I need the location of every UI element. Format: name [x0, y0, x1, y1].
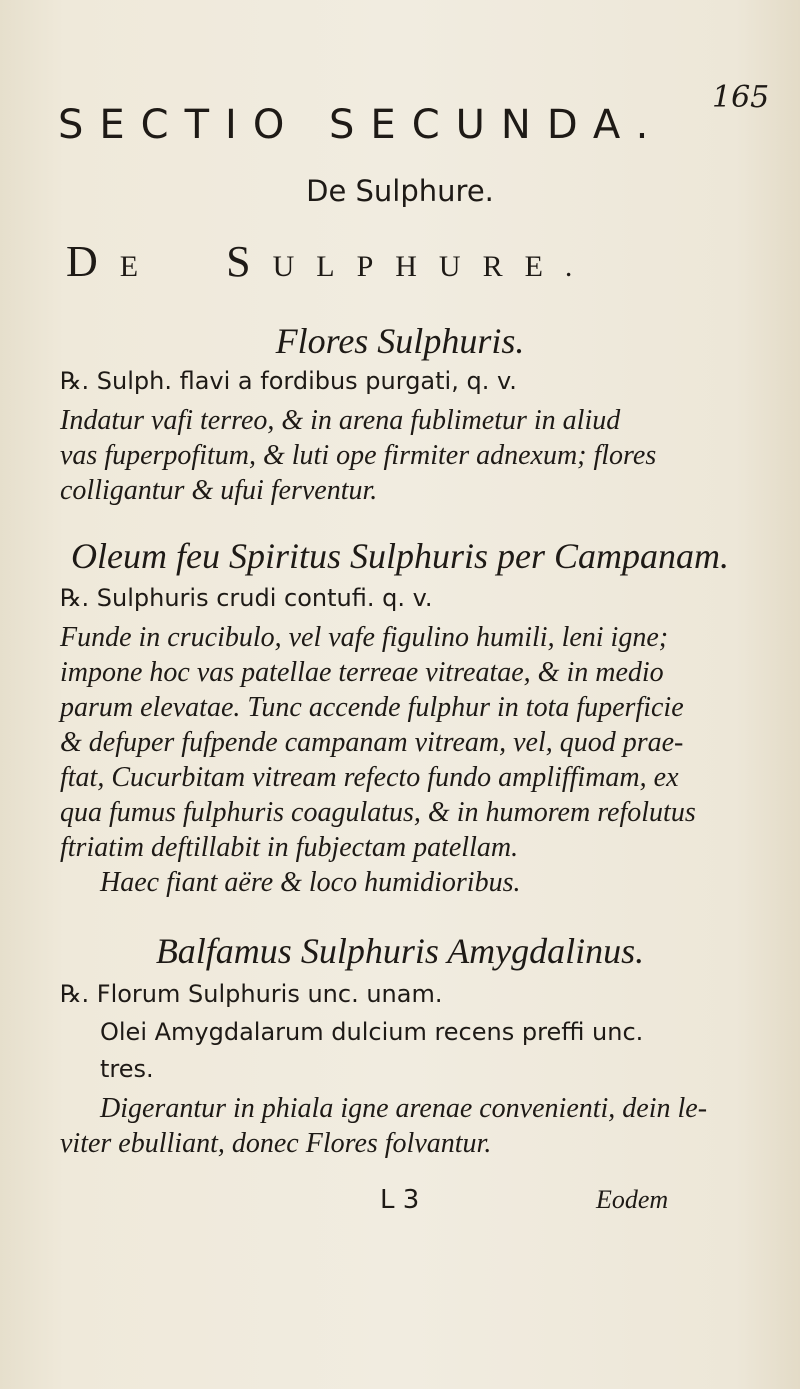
- page-number: 165: [712, 80, 770, 115]
- recipe-line: ℞. Florum Sulphuris unc. unam.: [60, 980, 443, 1008]
- signature-mark: L 3: [380, 1185, 420, 1215]
- recipe-title-balfamus: Balfamus Sulphuris Amygdalinus.: [155, 931, 645, 971]
- recipe-line: ℞. Sulph. flavi a fordibus purgati, q. v.: [60, 367, 517, 395]
- recipe-line: tres.: [100, 1055, 154, 1083]
- section-heading: SECTIO SECUNDA.: [58, 102, 665, 148]
- recipe-line: ftriatim deftillabit in fubjectam patellam.: [60, 832, 519, 863]
- heading-rest: E: [119, 250, 161, 283]
- recipe-title-oleum: Oleum feu Spiritus Sulphuris per Campanam.: [70, 536, 729, 576]
- recipe-line: Funde in crucibulo, vel vafe figulino humili, leni igne;: [60, 622, 669, 653]
- recipe-line: vas fuperpofitum, & luti ope firmiter adnexum; flores: [60, 440, 657, 471]
- heading-initial-2: S: [226, 237, 273, 286]
- recipe-line: & defuper fufpende campanam vitream, vel, quod prae-: [60, 727, 684, 758]
- recipe-line: Indatur vafi terreo, & in arena fublimetur in aliud: [60, 405, 621, 436]
- recipe-line: ftat, Cucurbitam vitream refecto fundo ampliffimam, ex: [60, 762, 679, 793]
- recipe-line: Olei Amygdalarum dulcium recens preffi unc.: [100, 1018, 644, 1046]
- chapter-heading: [66, 236, 726, 287]
- recipe-title-flores: Flores Sulphuris.: [275, 321, 525, 361]
- recipe-line: colligantur & ufui ferventur.: [60, 475, 378, 506]
- recipe-line: ℞. Sulphuris crudi contufi. q. v.: [60, 584, 433, 612]
- heading-initial: D: [66, 237, 120, 286]
- recipe-line: Digerantur in phiala igne arenae convenienti, dein le-: [100, 1093, 708, 1124]
- recipe-line: parum elevatae. Tunc accende fulphur in tota fuperficie: [60, 692, 684, 723]
- catchword: Eodem: [596, 1185, 669, 1214]
- recipe-line: qua fumus fulphuris coagulatus, & in humorem refolutus: [60, 797, 696, 828]
- recipe-line: viter ebulliant, donec Flores folvantur.: [60, 1128, 492, 1159]
- recipe-line: impone hoc vas patellae terreae vitreatae, & in medio: [60, 657, 664, 688]
- recipe-line: Haec fiant aëre & loco humidioribus.: [100, 867, 521, 898]
- running-subtitle: De Sulphure.: [306, 174, 494, 208]
- heading-rest-2: ULPHURE.: [272, 250, 595, 283]
